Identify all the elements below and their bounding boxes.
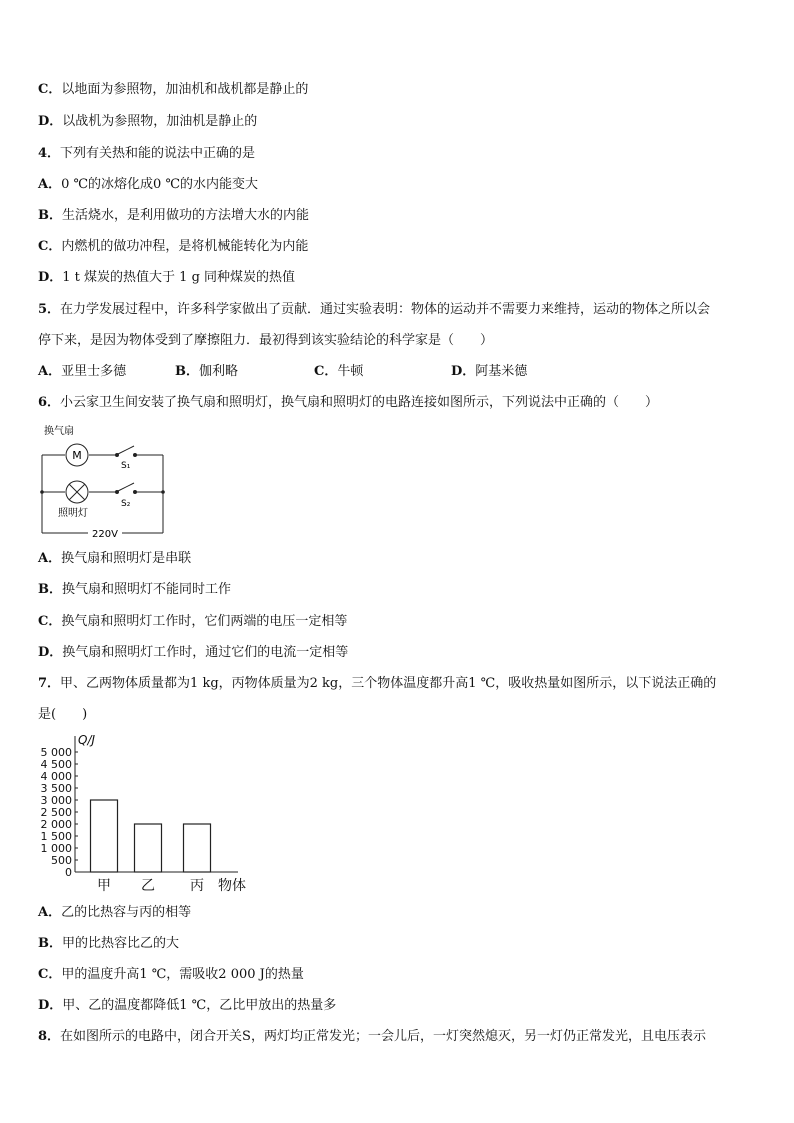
option-text: 生活烧水，是利用做功的方法增大水的内能 [62, 208, 310, 223]
question-6 [38, 395, 658, 411]
category-label: 丙 [190, 878, 204, 894]
category-label: 甲 [97, 878, 111, 894]
option-text: 甲、乙的温度都降低1 ℃，乙比甲放出的热量多 [62, 998, 337, 1013]
switch-s1 [118, 446, 134, 454]
option-a [38, 905, 191, 921]
question-number: 4． [38, 146, 61, 161]
question-number: 7． [38, 676, 61, 691]
option-label: B． [175, 364, 199, 379]
question-number: 8． [38, 1029, 61, 1044]
option-c [38, 967, 304, 983]
option-text: 换气扇和照明灯工作时，通过它们的电流一定相等 [62, 645, 349, 660]
option-label: B． [38, 208, 62, 223]
x-axis-label: 物体 [218, 878, 246, 894]
option-d [38, 114, 257, 130]
option-d [38, 998, 336, 1014]
option-text: 1 t 煤炭的热值大于 1 g 同种煤炭的热值 [62, 270, 296, 285]
heat-bar-chart [30, 728, 260, 898]
option-label: C． [38, 614, 62, 629]
question-8 [38, 1029, 706, 1045]
y-tick-label: 0 [65, 866, 72, 879]
option-label: D． [38, 114, 63, 129]
option-label: D． [451, 364, 476, 379]
option-c [38, 614, 347, 630]
option-text: 伽利略 [199, 364, 239, 379]
question-7 [38, 676, 716, 692]
option-a [38, 551, 191, 567]
question-text: 甲、乙两物体质量都为1 kg，丙物体质量为2 kg，三个物体温度都升高1 ℃，吸收热量如图所示，以下说法正确的 [60, 676, 717, 691]
option-c [38, 239, 308, 255]
question-number: 5． [38, 302, 61, 317]
option-text: 乙的比热容与丙的相等 [61, 905, 192, 920]
option-label: D． [38, 998, 63, 1013]
y-tick-label: 4 500 [40, 758, 72, 771]
option-text: 甲的温度升高1 ℃，需吸收2 000 J的热量 [61, 967, 304, 982]
circuit-diagram [38, 420, 173, 545]
question-7-continued [38, 707, 87, 723]
y-axis-label: Q/J [78, 733, 96, 747]
option-text: 甲的比热容比乙的大 [62, 936, 180, 951]
y-tick-label: 5 000 [40, 746, 72, 759]
switch-s2 [118, 483, 134, 491]
option-a [38, 177, 258, 193]
junction-dot [40, 490, 44, 494]
option-b [38, 582, 231, 598]
option-label: A． [38, 177, 62, 192]
y-tick-label: 4 000 [40, 770, 72, 783]
y-tick-label: 3 000 [40, 794, 72, 807]
question-text: 停下来，是因为物体受到了摩擦阻力．最初得到该实验结论的科学家是（ ） [38, 333, 494, 348]
question-number: 6． [38, 395, 61, 410]
question-4 [38, 146, 255, 162]
option-text: 以战机为参照物，加油机是静止的 [62, 114, 258, 129]
option-label: C． [38, 239, 62, 254]
option-text: 0 ℃的冰熔化成0 ℃的水内能变大 [61, 177, 258, 192]
option-c [314, 364, 451, 380]
option-text: 换气扇和照明灯不能同时工作 [62, 582, 232, 597]
switch-s2-label: S₂ [121, 499, 131, 509]
question-text: 下列有关热和能的说法中正确的是 [60, 146, 256, 161]
question-text: 在力学发展过程中，许多科学家做出了贡献．通过实验表明：物体的运动并不需要力来维持，运动的物体之所以会 [60, 302, 711, 317]
option-label: B． [38, 936, 62, 951]
y-tick-label: 1 000 [40, 842, 72, 855]
option-label: A． [38, 364, 62, 379]
option-b [175, 364, 314, 380]
option-label: C． [314, 364, 338, 379]
question-text: 在如图所示的电路中，闭合开关S，两灯均正常发光；一会儿后，一灯突然熄灭，另一灯仍正常发光，且电压表示 [60, 1029, 706, 1044]
y-tick-label: 3 500 [40, 782, 72, 795]
question-5-continued [38, 333, 493, 349]
option-label: A． [38, 905, 62, 920]
option-label: B． [38, 582, 62, 597]
y-tick-label: 1 500 [40, 830, 72, 843]
option-d [38, 645, 348, 661]
y-tick-label: 500 [51, 854, 72, 867]
option-text: 以地面为参照物，加油机和战机都是静止的 [61, 82, 309, 97]
bar-3 [184, 824, 211, 872]
question-5-options [38, 364, 527, 380]
switch-s1-label: S₁ [121, 461, 131, 471]
option-text: 内燃机的做功冲程，是将机械能转化为内能 [61, 239, 309, 254]
option-label: C． [38, 82, 62, 97]
option-text: 换气扇和照明灯工作时，它们两端的电压一定相等 [61, 614, 348, 629]
lamp-label: 照明灯 [58, 508, 88, 519]
option-label: D． [38, 645, 63, 660]
bar-2 [135, 824, 162, 872]
option-a [38, 364, 175, 380]
option-text: 牛顿 [337, 364, 364, 379]
option-label: A． [38, 551, 62, 566]
option-text: 阿基米德 [475, 364, 528, 379]
option-b [38, 936, 179, 952]
option-text: 亚里士多德 [61, 364, 127, 379]
option-label: C． [38, 967, 62, 982]
motor-label: M [72, 449, 82, 462]
question-5 [38, 302, 710, 318]
option-c [38, 82, 308, 98]
option-d [451, 364, 527, 380]
option-b [38, 208, 309, 224]
y-tick-label: 2 000 [40, 818, 72, 831]
question-text: 小云家卫生间安装了换气扇和照明灯，换气扇和照明灯的电路连接如图所示，下列说法中正确的（ ） [60, 395, 659, 410]
option-text: 换气扇和照明灯是串联 [61, 551, 192, 566]
junction-dot [161, 490, 165, 494]
fan-label: 换气扇 [44, 426, 74, 437]
question-text: 是( ) [38, 707, 88, 722]
bar-1 [91, 800, 118, 872]
y-tick-label: 2 500 [40, 806, 72, 819]
category-label: 乙 [141, 878, 155, 894]
voltage-label: 220V [92, 529, 118, 540]
option-d [38, 270, 295, 286]
option-label: D． [38, 270, 63, 285]
